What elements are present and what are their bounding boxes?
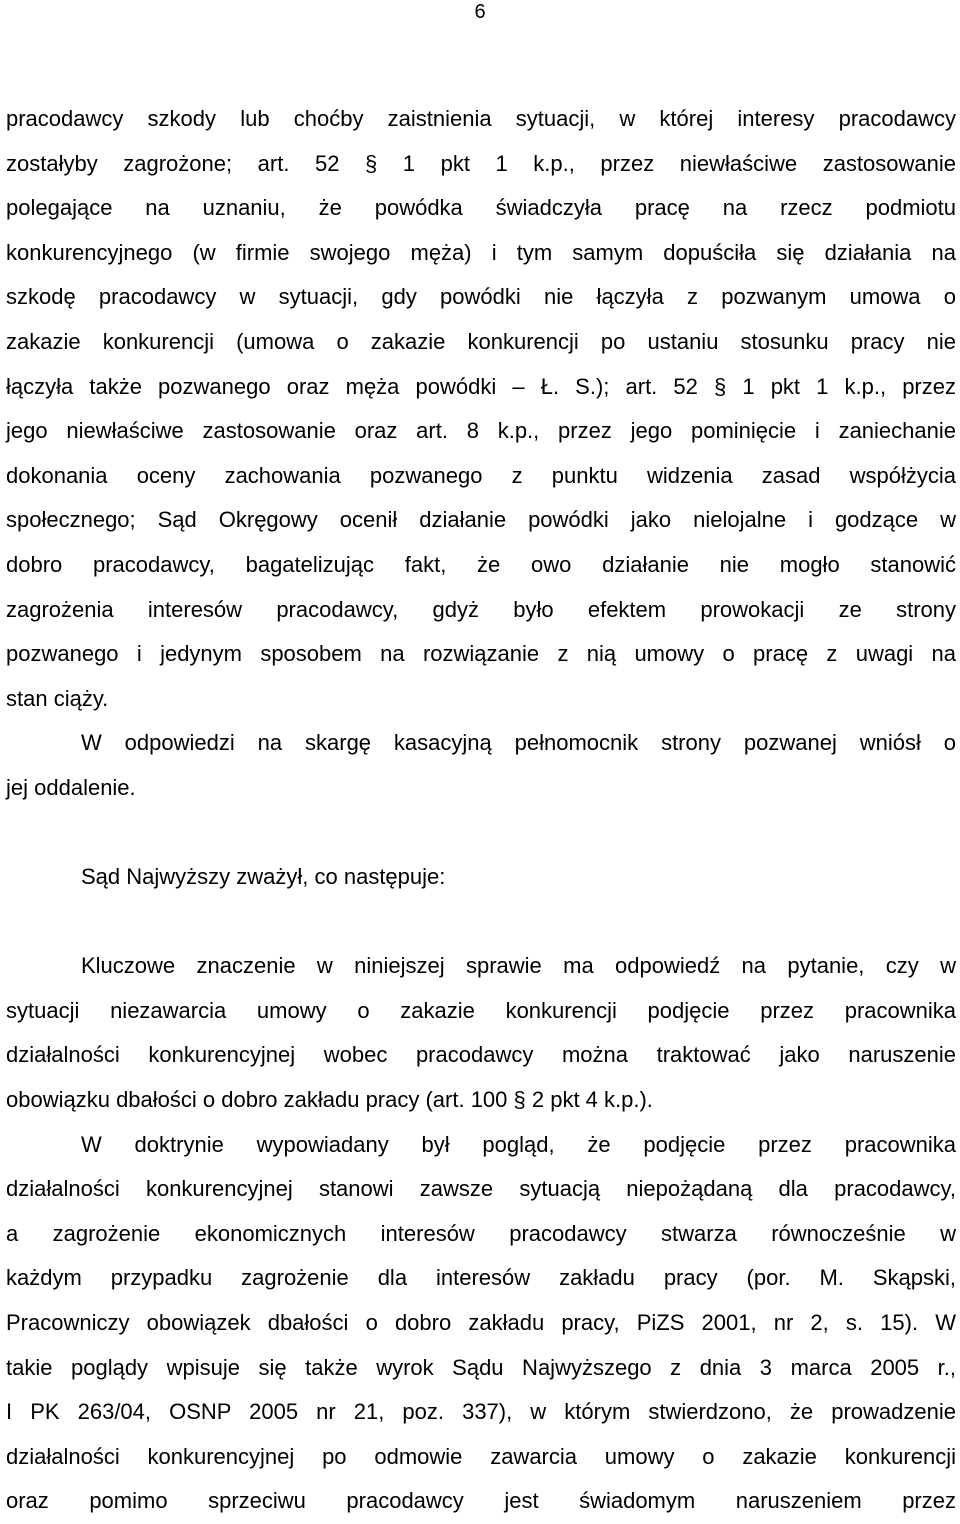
text-line: Pracowniczy obowiązek dbałości o dobro zakładu pracy, PiZS 2001, nr 2, s. 15). W	[6, 1310, 956, 1336]
paragraph-first-line: Kluczowe znaczenie w niniejszej sprawie ma odpowiedź na pytanie, czy w	[81, 953, 956, 979]
text-line: polegające na uznaniu, że powódka świadczyła pracę na rzecz podmiotu	[6, 195, 956, 221]
paragraph-spacer	[6, 900, 956, 945]
text-line: działalności konkurencyjnej stanowi zawsze sytuacją niepożądaną dla pracodawcy,	[6, 1176, 956, 1202]
text-line: działalności konkurencyjnej po odmowie zawarcia umowy o zakazie konkurencji	[6, 1443, 956, 1469]
text-line: każdym przypadku zagrożenie dla interesów zakładu pracy (por. M. Skąpski,	[6, 1265, 956, 1291]
paragraph-first-line: W doktrynie wypowiadany był pogląd, że podjęcie przez pracownika	[81, 1131, 956, 1157]
text-line: zakazie konkurencji (umowa o zakazie konkurencji po ustaniu stosunku pracy nie	[6, 328, 956, 354]
page-number: 6	[474, 1, 486, 23]
text-line: I PK 263/04, OSNP 2005 nr 21, poz. 337), w którym stwierdzono, że prowadzenie	[6, 1399, 956, 1425]
text-line: sytuacji niezawarcia umowy o zakazie konkurencji podjęcie przez pracownika	[6, 997, 956, 1023]
text-line: jego niewłaściwe zastosowanie oraz art. 8 k.p., przez jego pominięcie i zaniechanie	[6, 418, 956, 444]
text-line: społecznego; Sąd Okręgowy ocenił działanie powódki jako nielojalne i godzące w	[6, 507, 956, 533]
text-line: zagrożenia interesów pracodawcy, gdyż było efektem prowokacji ze strony	[6, 596, 956, 622]
text-line: a zagrożenie ekonomicznych interesów pracodawcy stwarza równocześnie w	[6, 1220, 956, 1246]
text-line: łączyła także pozwanego oraz męża powódki – Ł. S.); art. 52 § 1 pkt 1 k.p., przez	[6, 373, 956, 399]
paragraph-first-line: W odpowiedzi na skargę kasacyjną pełnomocnik strony pozwanej wniósł o	[81, 730, 956, 756]
paragraph-spacer	[6, 811, 956, 856]
text-line: zostałyby zagrożone; art. 52 § 1 pkt 1 k.p., przez niewłaściwe zastosowanie	[6, 150, 956, 176]
text-line: dokonania oceny zachowania pozwanego z punktu widzenia zasad współżycia	[6, 462, 956, 488]
text-line: pozwanego i jedynym sposobem na rozwiązanie z nią umowy o pracę z uwagi na	[6, 641, 956, 667]
text-line: działalności konkurencyjnej wobec pracodawcy można traktować jako naruszenie	[6, 1042, 956, 1068]
section-heading: Sąd Najwyższy zważył, co następuje:	[81, 864, 446, 890]
text-line: stan ciąży.	[6, 685, 109, 711]
text-line: pracodawcy szkody lub choćby zaistnienia sytuacji, w której interesy pracodawcy	[6, 106, 956, 131]
document-body	[6, 97, 956, 1524]
text-line: szkodę pracodawcy w sytuacji, gdy powódki nie łączyła z pozwanym umowa o	[6, 284, 956, 310]
text-line: konkurencyjnego (w firmie swojego męża) i tym samym dopuściła się działania na	[6, 239, 956, 265]
text-line: dobro pracodawcy, bagatelizując fakt, że owo działanie nie mogło stanowić	[6, 551, 956, 577]
text-line: obowiązku dbałości o dobro zakładu pracy (art. 100 § 2 pkt 4 k.p.).	[6, 1087, 653, 1113]
text-line: oraz pomimo sprzeciwu pracodawcy jest świadomym naruszeniem przez	[6, 1488, 956, 1514]
text-line: takie poglądy wpisuje się także wyrok Sądu Najwyższego z dnia 3 marca 2005 r.,	[6, 1354, 956, 1380]
text-line: jej oddalenie.	[6, 774, 136, 800]
